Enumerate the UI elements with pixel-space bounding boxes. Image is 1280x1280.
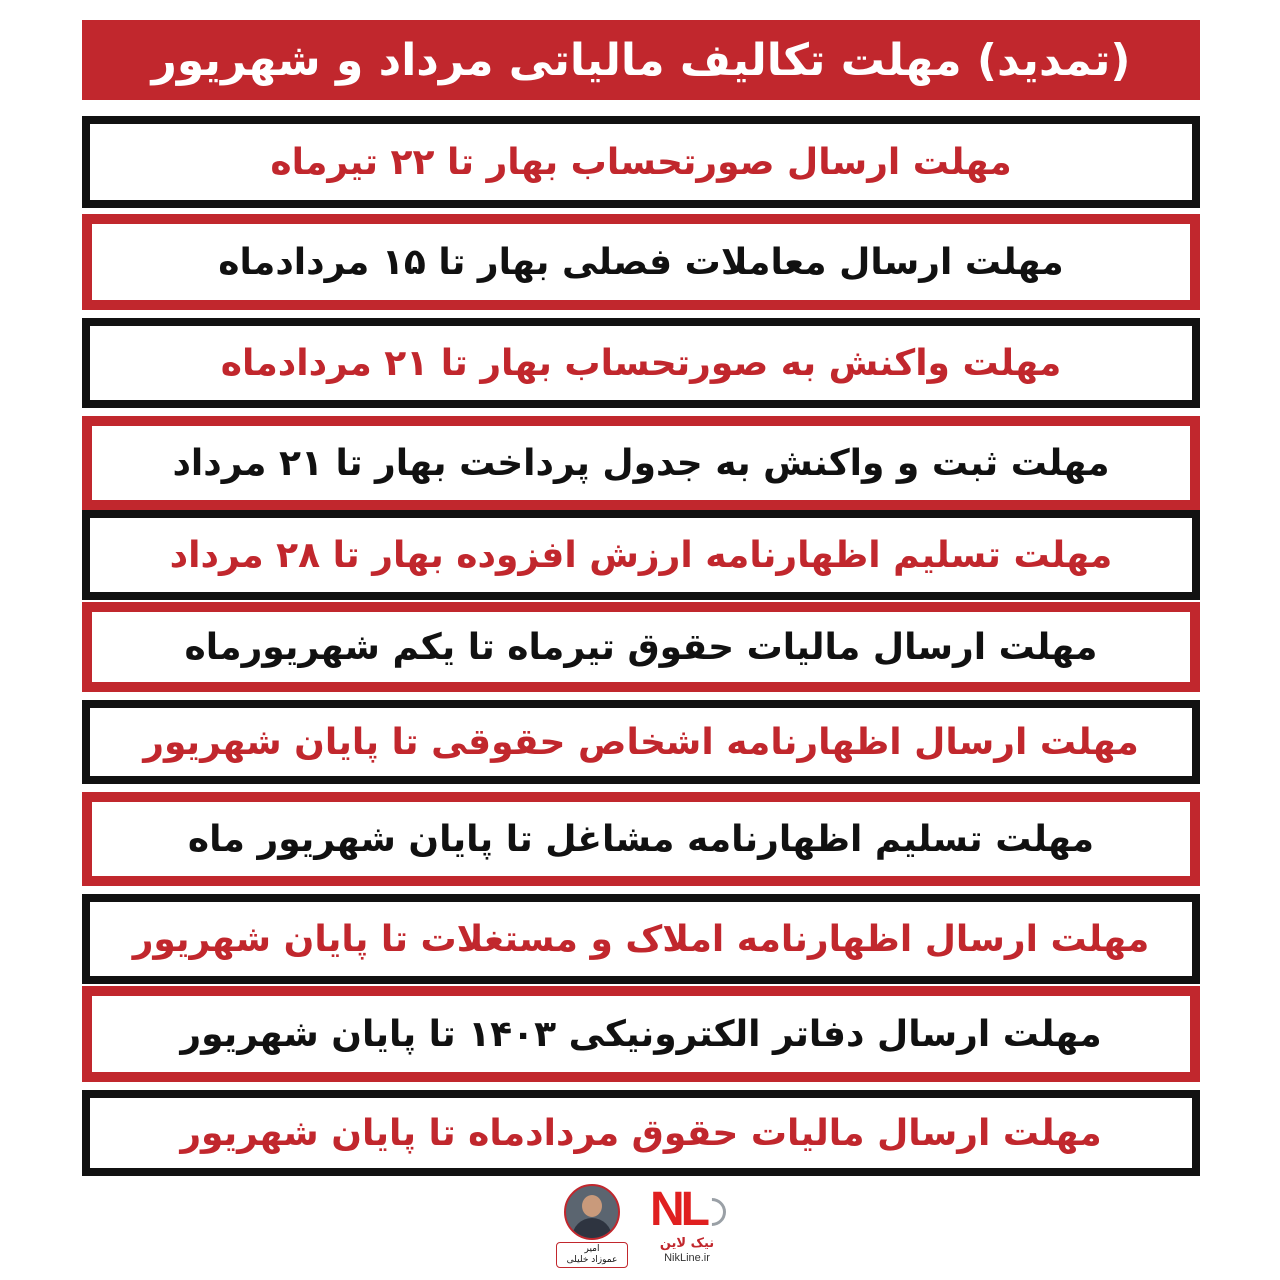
author-badge <box>556 1184 628 1270</box>
deadline-row-vat-return <box>82 510 1200 600</box>
nikline-logo-icon <box>644 1184 730 1236</box>
deadline-row-invoice-response <box>82 318 1200 408</box>
footer <box>0 1184 1280 1274</box>
deadline-row-legal-entities-return <box>82 700 1200 784</box>
deadline-text: مهلت تسلیم اظهارنامه مشاغل تا پایان شهریور ماه <box>187 818 1095 860</box>
avatar <box>564 1184 620 1240</box>
deadline-row-real-estate-return <box>82 894 1200 984</box>
page-title <box>82 20 1200 100</box>
deadline-text: مهلت ارسال دفاتر الکترونیکی ۱۴۰۳ تا پایان شهریور <box>180 1013 1102 1055</box>
deadline-text: مهلت ارسال اظهارنامه املاک و مستغلات تا پایان شهریور <box>132 918 1150 960</box>
deadline-text: مهلت ارسال اظهارنامه اشخاص حقوقی تا پایان شهریور <box>143 721 1139 763</box>
deadline-text: مهلت ارسال معاملات فصلی بهار تا ۱۵ مردادماه <box>218 241 1064 283</box>
deadline-text: مهلت ارسال صورتحساب بهار تا ۲۲ تیرماه <box>270 141 1012 183</box>
brand-logo-letters: NL <box>650 1183 706 1236</box>
deadline-text: مهلت ارسال مالیات حقوق مردادماه تا پایان شهریور <box>180 1112 1102 1154</box>
page-title-text: (تمدید) مهلت تکالیف مالیاتی مرداد و شهریور <box>151 34 1131 86</box>
brand-name: نیک لاین <box>659 1236 715 1251</box>
brand-logo <box>642 1184 732 1270</box>
deadline-row-salary-tax-mordad <box>82 1090 1200 1176</box>
author-name-tag <box>556 1242 628 1268</box>
author-last-name: عموزاد خلیلی <box>566 1255 618 1265</box>
deadline-row-payment-table <box>82 416 1200 510</box>
author-first-name: امیر <box>584 1244 600 1254</box>
deadline-text: مهلت ثبت و واکنش به جدول پرداخت بهار تا ۲۱ مرداد <box>172 442 1110 484</box>
deadline-row-business-return <box>82 792 1200 886</box>
deadline-row-invoice-spring <box>82 116 1200 208</box>
brand-url: NikLine.ir <box>664 1252 710 1264</box>
deadline-text: مهلت ارسال مالیات حقوق تیرماه تا یکم شهریورماه <box>184 626 1098 668</box>
deadline-text: مهلت واکنش به صورتحساب بهار تا ۲۱ مردادماه <box>220 342 1062 384</box>
deadline-text: مهلت تسلیم اظهارنامه ارزش افزوده بهار تا ۲۸ مرداد <box>169 534 1113 576</box>
deadline-row-electronic-books <box>82 986 1200 1082</box>
deadline-row-seasonal-transactions <box>82 214 1200 310</box>
deadline-row-salary-tax-tir <box>82 602 1200 692</box>
